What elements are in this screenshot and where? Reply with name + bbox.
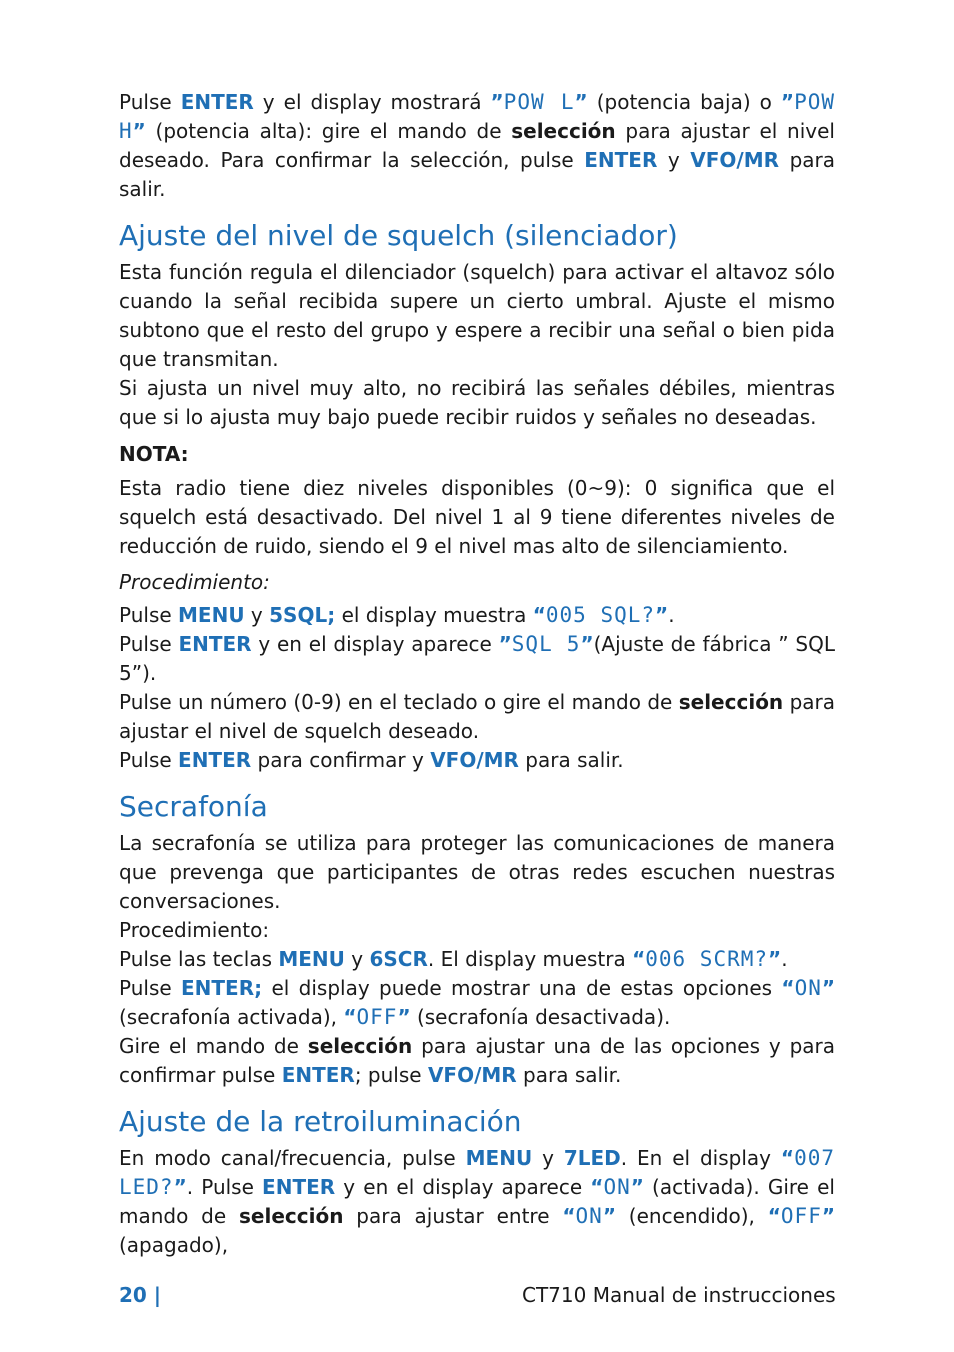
key-menu: MENU	[278, 947, 345, 971]
quote: “	[780, 1146, 795, 1170]
text: Pulse un número (0-9) en el teclado o gire el mando de	[119, 690, 679, 714]
quote: ”	[397, 1005, 411, 1029]
text: . Pulse	[186, 1175, 263, 1199]
text: (activada). Gire el mando de	[119, 1175, 835, 1228]
text: (potencia alta): gire el mando de	[145, 119, 512, 143]
secrafonia-step-2	[119, 974, 835, 1032]
key-enter: ENTER	[584, 148, 658, 172]
quote: “	[343, 1005, 357, 1029]
text: para salir.	[518, 748, 624, 772]
page-body	[119, 88, 835, 1260]
lcd-007-led: 007 LED?	[119, 1146, 835, 1199]
text: para salir.	[119, 148, 835, 201]
text: Pulse	[119, 632, 179, 656]
text: y el display mostrará	[253, 90, 491, 114]
text: el display puede mostrar una de estas opciones	[262, 976, 782, 1000]
lcd-off: OFF	[356, 1005, 398, 1029]
key-6scr: 6SCR	[369, 947, 428, 971]
squelch-paragraph-2: Si ajusta un nivel muy alto, no recibirá las señales débiles, mientras que si lo ajusta muy bajo puede recibir ruidos y señales no deseadas.	[119, 376, 835, 429]
lcd-on: ON	[603, 1175, 631, 1199]
quote: ”	[173, 1175, 187, 1199]
text: para ajustar el nivel de squelch deseado.	[119, 690, 835, 743]
text: En modo canal/frecuencia, pulse	[119, 1146, 466, 1170]
key-vfo-mr: VFO/MR	[430, 748, 519, 772]
quote: ”	[630, 1175, 644, 1199]
quote: ”	[821, 976, 836, 1000]
lcd-on: ON	[794, 976, 822, 1000]
key-menu: MENU	[178, 603, 245, 627]
quote: ”	[821, 1204, 835, 1228]
key-menu: MENU	[465, 1146, 533, 1170]
key-7led: 7LED	[563, 1146, 621, 1170]
text: .	[668, 603, 675, 627]
quote: “	[562, 1204, 576, 1228]
text: y	[532, 1146, 564, 1170]
text: .	[781, 947, 788, 971]
bold-text: selección	[307, 1034, 413, 1058]
text: para ajustar una de las opciones y para confirmar pulse	[119, 1034, 835, 1087]
lcd-sql-5: SQL 5	[511, 632, 581, 656]
text: ; pulse	[354, 1063, 428, 1087]
key-vfo-mr: VFO/MR	[427, 1063, 517, 1087]
quote: ”	[655, 603, 669, 627]
key-5sql: 5SQL;	[269, 603, 336, 627]
squelch-step-3	[119, 688, 835, 746]
text: Pulse las teclas	[119, 947, 279, 971]
quote: “	[767, 1204, 781, 1228]
key-enter: ENTER;	[181, 976, 263, 1000]
lcd-pow-h: POW H	[119, 90, 836, 143]
text: el display muestra	[335, 603, 533, 627]
secrafonia-paragraph: La secrafonía se utiliza para proteger las comunicaciones de manera que prevenga que participantes de otras redes escuchen nuestras conversaciones.	[119, 831, 835, 913]
quote: ”	[768, 947, 782, 971]
quote: ”	[498, 632, 512, 656]
quote: “	[532, 603, 546, 627]
quote: ”	[490, 90, 504, 114]
text: (secrafonía activada),	[119, 1005, 344, 1029]
heading-retroiluminacion: Ajuste de la retroiluminación	[119, 1105, 522, 1138]
procedure-label: Procedimiento:	[119, 570, 270, 594]
text: Pulse	[119, 748, 179, 772]
key-enter: ENTER	[180, 90, 254, 114]
text: para confirmar y	[251, 748, 431, 772]
text: Pulse	[119, 90, 181, 114]
heading-squelch: Ajuste del nivel de squelch (silenciador)	[119, 219, 678, 252]
quote: ”	[580, 632, 594, 656]
text: y en el display aparece	[251, 632, 499, 656]
quote: ”	[602, 1204, 616, 1228]
squelch-step-1	[119, 601, 835, 630]
heading-secrafonia: Secrafonía	[119, 790, 268, 823]
text: y en el display aparece	[335, 1175, 591, 1199]
lcd-pow-l: POW L	[503, 90, 575, 114]
bold-text: selección	[239, 1204, 344, 1228]
key-enter: ENTER	[262, 1175, 336, 1199]
page-number: 20 |	[119, 1283, 162, 1307]
text: (apagado),	[119, 1233, 229, 1257]
retroiluminacion-paragraph	[119, 1144, 835, 1260]
quote: “	[632, 947, 646, 971]
text: para ajustar entre	[343, 1204, 563, 1228]
text: . En el display	[620, 1146, 781, 1170]
text: y	[657, 148, 691, 172]
lcd-on: ON	[575, 1204, 603, 1228]
text: (potencia baja) o	[587, 90, 781, 114]
text: . El display muestra	[427, 947, 633, 971]
lcd-005-sql: 005 SQL?	[545, 603, 656, 627]
key-enter: ENTER	[281, 1063, 355, 1087]
key-vfo-mr: VFO/MR	[690, 148, 780, 172]
note-paragraph: Esta radio tiene diez niveles disponibles (0~9): 0 significa que el squelch está desactivado. Del nivel 1 al 9 tiene diferentes niveles de reducción de ruido, siendo el 9 el nivel mas alto de silenciamiento.	[119, 476, 835, 558]
procedure-label: Procedimiento:	[119, 918, 270, 942]
bold-text: selección	[511, 119, 616, 143]
secrafonia-step-3	[119, 1032, 835, 1090]
squelch-step-4	[119, 746, 835, 775]
squelch-step-2	[119, 630, 835, 688]
power-paragraph	[119, 88, 835, 204]
text: para salir.	[516, 1063, 622, 1087]
note-label: NOTA:	[119, 442, 189, 466]
text: (secrafonía desactivada).	[410, 1005, 671, 1029]
key-enter: ENTER	[178, 748, 252, 772]
text: para ajustar el nivel deseado. Para confirmar la selección, pulse	[119, 119, 835, 172]
lcd-off: OFF	[780, 1204, 822, 1228]
text: Gire el mando de	[119, 1034, 308, 1058]
quote: ”	[780, 90, 795, 114]
quote: ”	[132, 119, 146, 143]
text: Pulse	[119, 976, 182, 1000]
text: (encendido),	[615, 1204, 768, 1228]
text: y	[244, 603, 270, 627]
lcd-006-scrm: 006 SCRM?	[645, 947, 769, 971]
squelch-paragraph-1: Esta función regula el dilenciador (squelch) para activar el altavoz sólo cuando la señal recibida supere un cierto umbral. Ajuste el mismo subtono que el resto del grupo y espere a recibir una señal o bien pida que transmitan.	[119, 260, 835, 371]
key-enter: ENTER	[178, 632, 252, 656]
secrafonia-step-1	[119, 945, 835, 974]
text: y	[344, 947, 370, 971]
quote: “	[781, 976, 795, 1000]
text: (Ajuste de fábrica ” SQL 5”).	[119, 632, 836, 685]
footer-title: CT710 Manual de instrucciones	[522, 1283, 836, 1307]
quote: ”	[574, 90, 588, 114]
bold-text: selección	[678, 690, 784, 714]
text: Pulse	[119, 603, 179, 627]
quote: “	[590, 1175, 604, 1199]
